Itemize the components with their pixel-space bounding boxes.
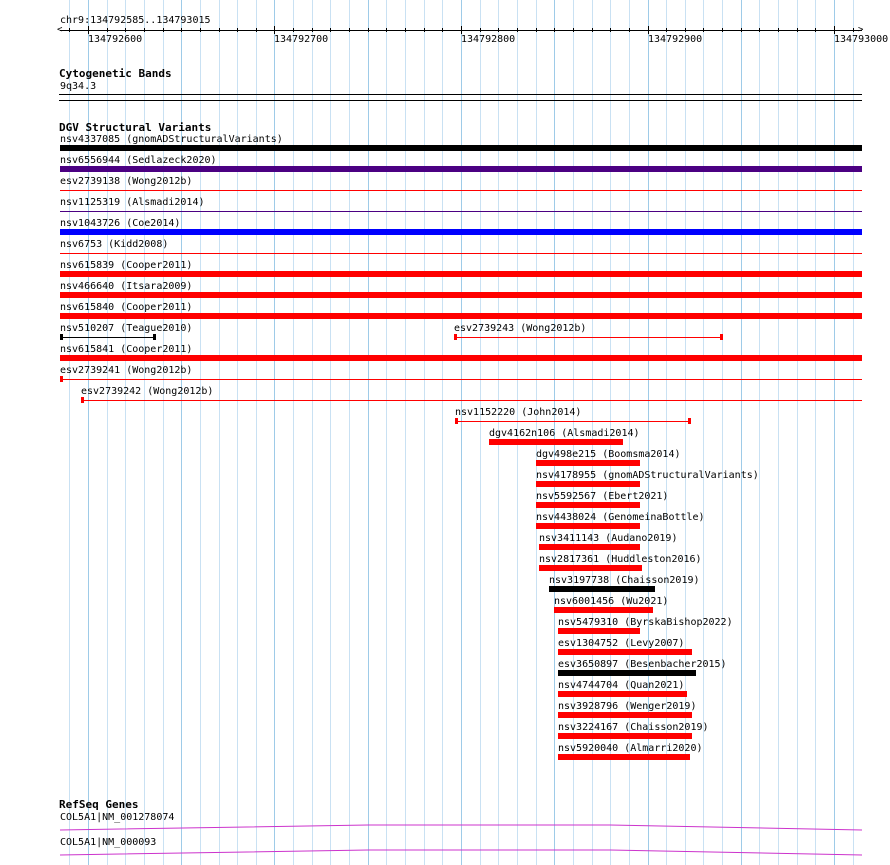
ruler-tick bbox=[88, 26, 89, 34]
ruler-label: 134793000 bbox=[834, 34, 889, 45]
variant-bar[interactable] bbox=[536, 481, 640, 487]
variant-endcap bbox=[688, 418, 691, 424]
grid-line bbox=[722, 0, 723, 865]
variant-label[interactable]: esv2739242 (Wong2012b) bbox=[81, 386, 214, 397]
variant-label[interactable]: nsv1152220 (John2014) bbox=[455, 407, 582, 418]
variant-label[interactable]: dgv498e215 (Boomsma2014) bbox=[536, 449, 681, 460]
variant-label[interactable]: nsv615839 (Cooper2011) bbox=[60, 260, 193, 271]
variant-label[interactable]: nsv3411143 (Audano2019) bbox=[539, 533, 678, 544]
cytoband-line-top bbox=[59, 94, 862, 95]
variant-bar[interactable] bbox=[554, 607, 653, 613]
ruler-tick bbox=[442, 28, 443, 32]
variant-label[interactable]: nsv615841 (Cooper2011) bbox=[60, 344, 193, 355]
variant-label[interactable]: nsv510207 (Teague2010) bbox=[60, 323, 193, 334]
variant-label[interactable]: esv1304752 (Levy2007) bbox=[558, 638, 685, 649]
ruler-tick bbox=[648, 26, 649, 34]
ruler-tick bbox=[424, 28, 425, 32]
variant-label[interactable]: dgv4162n106 (Alsmadi2014) bbox=[489, 428, 640, 439]
variant-endcap bbox=[60, 376, 63, 382]
gene-intron-line[interactable] bbox=[0, 847, 890, 859]
variant-bar[interactable] bbox=[455, 421, 690, 422]
ruler-label: 134792700 bbox=[274, 34, 329, 45]
ruler-tick bbox=[573, 28, 574, 32]
ruler-tick bbox=[834, 26, 835, 34]
variant-bar[interactable] bbox=[60, 211, 862, 212]
grid-line bbox=[349, 0, 350, 865]
variant-bar[interactable] bbox=[536, 502, 640, 508]
variant-label[interactable]: nsv4744704 (Quan2021) bbox=[558, 680, 685, 691]
ruler-tick bbox=[853, 28, 854, 32]
variant-bar[interactable] bbox=[558, 691, 687, 697]
ruler-tick bbox=[107, 28, 108, 32]
ruler-tick bbox=[293, 28, 294, 32]
ruler-tick bbox=[312, 28, 313, 32]
variant-label[interactable]: nsv1043726 (Coe2014) bbox=[60, 218, 181, 229]
ruler-tick bbox=[181, 28, 182, 32]
ruler-tick bbox=[480, 28, 481, 32]
ruler-tick bbox=[685, 28, 686, 32]
ruler-tick bbox=[163, 28, 164, 32]
grid-line bbox=[312, 0, 313, 865]
refseq-track-title[interactable]: RefSeq Genes bbox=[59, 798, 139, 811]
variant-bar[interactable] bbox=[558, 712, 692, 718]
ruler-tick bbox=[554, 28, 555, 32]
cytoband-line-bottom bbox=[59, 100, 862, 101]
ruler-tick bbox=[722, 28, 723, 32]
grid-line bbox=[274, 0, 275, 865]
grid-line bbox=[442, 0, 443, 865]
ruler-left-arrow-icon: < bbox=[57, 25, 63, 35]
variant-bar[interactable] bbox=[454, 337, 722, 338]
variant-bar[interactable] bbox=[60, 229, 862, 235]
variant-label[interactable]: nsv5479310 (ByrskaBishop2022) bbox=[558, 617, 733, 628]
grid-line bbox=[778, 0, 779, 865]
variant-bar[interactable] bbox=[60, 292, 862, 298]
ruler-label: 134792800 bbox=[461, 34, 516, 45]
ruler-tick bbox=[461, 26, 462, 34]
grid-line bbox=[703, 0, 704, 865]
ruler-tick bbox=[274, 26, 275, 34]
variant-label[interactable]: nsv4438024 (GenomeinaBottle) bbox=[536, 512, 705, 523]
variant-bar[interactable] bbox=[558, 628, 640, 634]
gene-intron-line[interactable] bbox=[0, 822, 890, 834]
ruler-tick bbox=[797, 28, 798, 32]
variant-label[interactable]: nsv6753 (Kidd2008) bbox=[60, 239, 169, 250]
variant-label[interactable]: nsv1125319 (Alsmadi2014) bbox=[60, 197, 205, 208]
variant-bar[interactable] bbox=[558, 754, 690, 760]
ruler-tick bbox=[703, 28, 704, 32]
location-label: chr9:134792585..134793015 bbox=[60, 15, 211, 26]
variant-bar[interactable] bbox=[60, 253, 862, 254]
grid-line bbox=[330, 0, 331, 865]
ruler-tick bbox=[69, 28, 70, 32]
variant-label[interactable]: nsv3928796 (Wenger2019) bbox=[558, 701, 697, 712]
variant-endcap bbox=[720, 334, 723, 340]
ruler-tick bbox=[629, 28, 630, 32]
ruler-label: 134792900 bbox=[648, 34, 703, 45]
grid-line bbox=[461, 0, 462, 865]
ruler-tick bbox=[405, 28, 406, 32]
grid-line bbox=[853, 0, 854, 865]
ruler-tick bbox=[610, 28, 611, 32]
variant-endcap bbox=[153, 334, 156, 340]
ruler-tick bbox=[349, 28, 350, 32]
variant-bar[interactable] bbox=[60, 145, 862, 151]
variant-bar[interactable] bbox=[60, 337, 155, 338]
grid-line bbox=[759, 0, 760, 865]
variant-bar[interactable] bbox=[60, 166, 862, 172]
variant-label[interactable]: nsv6556944 (Sedlazeck2020) bbox=[60, 155, 217, 166]
variant-bar[interactable] bbox=[60, 271, 862, 277]
ruler-tick bbox=[368, 28, 369, 32]
ruler-tick bbox=[237, 28, 238, 32]
ruler-tick bbox=[498, 28, 499, 32]
cytoband-label: 9q34.3 bbox=[60, 81, 97, 92]
dgv-track-title[interactable]: DGV Structural Variants bbox=[59, 121, 212, 134]
grid-line bbox=[424, 0, 425, 865]
grid-line bbox=[293, 0, 294, 865]
ruler-tick bbox=[592, 28, 593, 32]
variant-bar[interactable] bbox=[549, 586, 655, 592]
variant-label[interactable]: nsv3224167 (Chaisson2019) bbox=[558, 722, 709, 733]
variant-bar[interactable] bbox=[558, 649, 692, 655]
variant-bar[interactable] bbox=[536, 523, 640, 529]
ruler-tick bbox=[759, 28, 760, 32]
variant-bar[interactable] bbox=[558, 670, 696, 676]
ruler-tick bbox=[778, 28, 779, 32]
grid-line bbox=[256, 0, 257, 865]
grid-line bbox=[368, 0, 369, 865]
ruler-tick bbox=[536, 28, 537, 32]
cytoband-track-title[interactable]: Cytogenetic Bands bbox=[59, 67, 172, 80]
ruler-tick bbox=[815, 28, 816, 32]
variant-label[interactable]: nsv4337085 (gnomADStructuralVariants) bbox=[60, 134, 283, 145]
variant-label[interactable]: esv2739241 (Wong2012b) bbox=[60, 365, 193, 376]
variant-label[interactable]: nsv5920040 (Almarri2020) bbox=[558, 743, 703, 754]
variant-label[interactable]: nsv615840 (Cooper2011) bbox=[60, 302, 193, 313]
ruler-tick bbox=[200, 28, 201, 32]
variant-endcap bbox=[454, 334, 457, 340]
variant-bar[interactable] bbox=[539, 565, 642, 571]
grid-line bbox=[741, 0, 742, 865]
variant-endcap bbox=[455, 418, 458, 424]
variant-bar[interactable] bbox=[539, 544, 640, 550]
variant-label[interactable]: esv2739243 (Wong2012b) bbox=[454, 323, 587, 334]
gene-label[interactable]: COL5A1|NM_001278074 bbox=[60, 812, 175, 823]
variant-bar[interactable] bbox=[60, 190, 862, 191]
variant-label[interactable]: nsv466640 (Itsara2009) bbox=[60, 281, 193, 292]
variant-bar[interactable] bbox=[60, 355, 862, 361]
ruler-label: 134792600 bbox=[88, 34, 143, 45]
variant-endcap bbox=[60, 334, 63, 340]
variant-label[interactable]: nsv4178955 (gnomADStructuralVariants) bbox=[536, 470, 759, 481]
ruler-tick bbox=[386, 28, 387, 32]
variant-bar[interactable] bbox=[60, 379, 862, 380]
variant-label[interactable]: nsv6001456 (Wu2021) bbox=[554, 596, 669, 607]
ruler-tick bbox=[125, 28, 126, 32]
variant-label[interactable]: esv3650897 (Besenbacher2015) bbox=[558, 659, 727, 670]
variant-label[interactable]: nsv3197738 (Chaisson2019) bbox=[549, 575, 700, 586]
ruler-tick bbox=[517, 28, 518, 32]
ruler-tick bbox=[666, 28, 667, 32]
grid-line bbox=[237, 0, 238, 865]
ruler-tick bbox=[144, 28, 145, 32]
ruler-tick bbox=[741, 28, 742, 32]
variant-bar[interactable] bbox=[81, 400, 862, 401]
grid-line bbox=[480, 0, 481, 865]
variant-endcap bbox=[81, 397, 84, 403]
variant-bar[interactable] bbox=[536, 460, 640, 466]
grid-line bbox=[815, 0, 816, 865]
gene-label[interactable]: COL5A1|NM_000093 bbox=[60, 837, 157, 848]
variant-label[interactable]: nsv2817361 (Huddleston2016) bbox=[539, 554, 702, 565]
grid-line bbox=[386, 0, 387, 865]
variant-label[interactable]: nsv5592567 (Ebert2021) bbox=[536, 491, 669, 502]
ruler-tick bbox=[330, 28, 331, 32]
grid-line bbox=[219, 0, 220, 865]
variant-bar[interactable] bbox=[489, 439, 623, 445]
grid-line bbox=[797, 0, 798, 865]
ruler-tick bbox=[256, 28, 257, 32]
grid-line bbox=[405, 0, 406, 865]
grid-line bbox=[834, 0, 835, 865]
ruler-tick bbox=[219, 28, 220, 32]
ruler-right-arrow-icon: > bbox=[858, 25, 864, 35]
variant-label[interactable]: esv2739138 (Wong2012b) bbox=[60, 176, 193, 187]
variant-bar[interactable] bbox=[60, 313, 862, 319]
variant-bar[interactable] bbox=[558, 733, 692, 739]
